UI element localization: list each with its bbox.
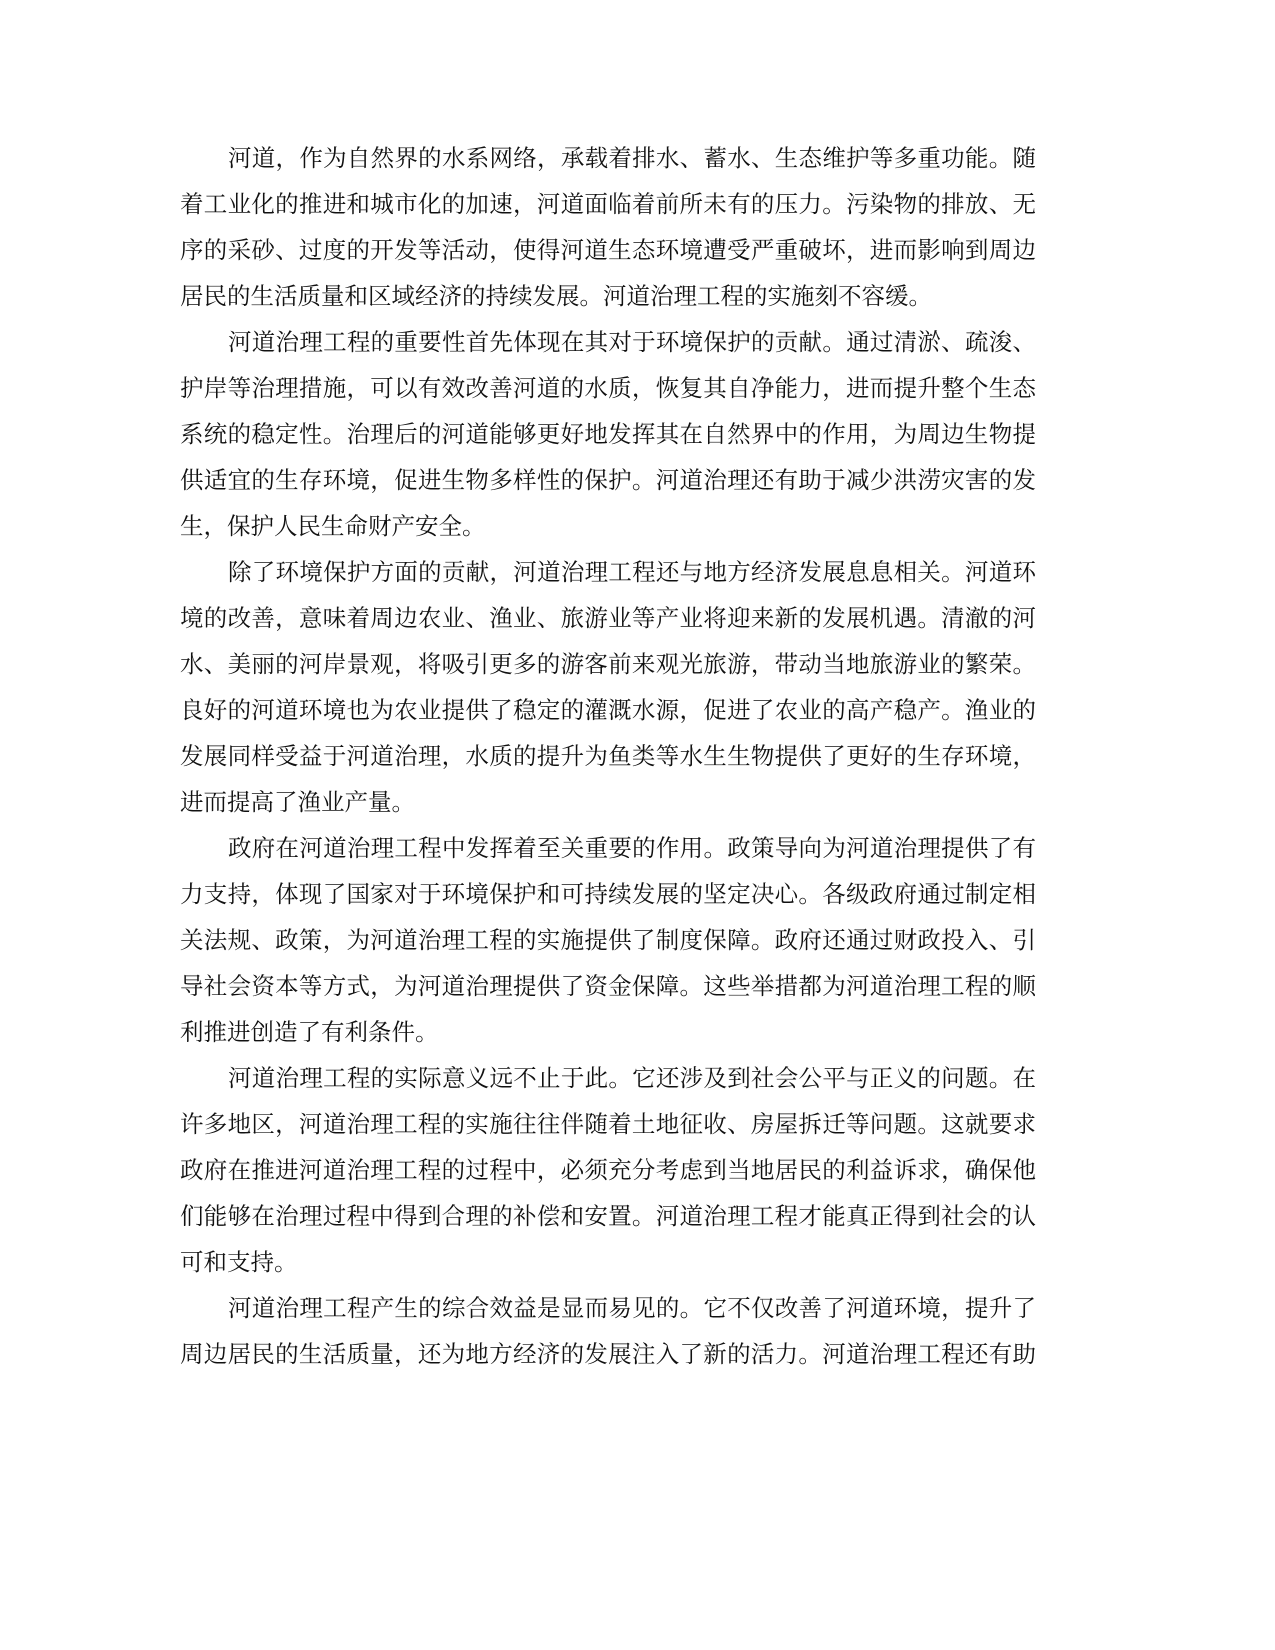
text-line: 系统的稳定性。治理后的河道能够更好地发挥其在自然界中的作用，为周边生物提	[180, 420, 1036, 448]
text-line: 们能够在治理过程中得到合理的补偿和安置。河道治理工程才能真正得到社会的认	[180, 1202, 1036, 1230]
text-line: 政府在河道治理工程中发挥着至关重要的作用。政策导向为河道治理提供了有	[228, 834, 1036, 862]
paragraph	[180, 1055, 1036, 1285]
text-line: 导社会资本等方式，为河道治理提供了资金保障。这些举措都为河道治理工程的顺	[180, 972, 1036, 1000]
text-line: 河道治理工程的重要性首先体现在其对于环境保护的贡献。通过清淤、疏浚、	[228, 328, 1036, 356]
text-line: 着工业化的推进和城市化的加速，河道面临着前所未有的压力。污染物的排放、无	[180, 190, 1036, 218]
text-line: 生，保护人民生命财产安全。	[180, 512, 486, 540]
text-line: 力支持，体现了国家对于环境保护和可持续发展的坚定决心。各级政府通过制定相	[180, 880, 1036, 908]
paragraph	[180, 549, 1036, 825]
text-line: 进而提高了渔业产量。	[180, 788, 415, 816]
text-line: 河道治理工程的实际意义远不止于此。它还涉及到社会公平与正义的问题。在	[228, 1064, 1036, 1092]
text-line: 序的采砂、过度的开发等活动，使得河道生态环境遭受严重破坏，进而影响到周边	[180, 236, 1036, 264]
text-line: 除了环境保护方面的贡献，河道治理工程还与地方经济发展息息相关。河道环	[228, 558, 1036, 586]
text-line: 利推进创造了有利条件。	[180, 1018, 439, 1046]
text-line: 许多地区，河道治理工程的实施往往伴随着土地征收、房屋拆迁等问题。这就要求	[180, 1110, 1036, 1138]
text-line: 河道治理工程产生的综合效益是显而易见的。它不仅改善了河道环境，提升了	[228, 1294, 1036, 1322]
paragraph	[180, 825, 1036, 1055]
text-line: 良好的河道环境也为农业提供了稳定的灌溉水源，促进了农业的高产稳产。渔业的	[180, 696, 1036, 724]
text-line: 政府在推进河道治理工程的过程中，必须充分考虑到当地居民的利益诉求，确保他	[180, 1156, 1036, 1184]
paragraph	[180, 319, 1036, 549]
text-line: 发展同样受益于河道治理，水质的提升为鱼类等水生生物提供了更好的生存环境，	[180, 742, 1036, 770]
text-line: 居民的生活质量和区域经济的持续发展。河道治理工程的实施刻不容缓。	[180, 282, 932, 310]
text-line: 境的改善，意味着周边农业、渔业、旅游业等产业将迎来新的发展机遇。清澈的河	[180, 604, 1036, 632]
document-body	[180, 135, 1036, 1377]
text-line: 护岸等治理措施，可以有效改善河道的水质，恢复其自净能力，进而提升整个生态	[180, 374, 1036, 402]
text-line: 水、美丽的河岸景观，将吸引更多的游客前来观光旅游，带动当地旅游业的繁荣。	[180, 650, 1036, 678]
text-line: 供适宜的生存环境，促进生物多样性的保护。河道治理还有助于减少洪涝灾害的发	[180, 466, 1036, 494]
paragraph	[180, 135, 1036, 319]
text-line: 河道，作为自然界的水系网络，承载着排水、蓄水、生态维护等多重功能。随	[228, 144, 1036, 172]
text-line: 周边居民的生活质量，还为地方经济的发展注入了新的活力。河道治理工程还有助	[180, 1340, 1036, 1368]
text-line: 可和支持。	[180, 1248, 298, 1276]
text-line: 关法规、政策，为河道治理工程的实施提供了制度保障。政府还通过财政投入、引	[180, 926, 1036, 954]
paragraph	[180, 1285, 1036, 1377]
